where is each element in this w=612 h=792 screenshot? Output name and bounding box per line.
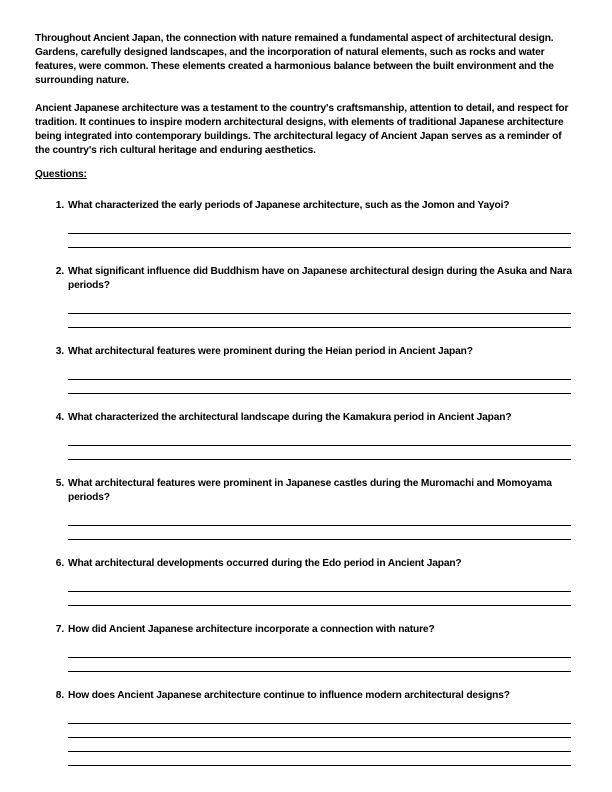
question-spacer bbox=[35, 672, 575, 689]
answer-line[interactable] bbox=[68, 446, 571, 460]
question-spacer bbox=[35, 606, 575, 623]
answer-lines bbox=[35, 512, 575, 540]
answer-lines-spacer bbox=[35, 703, 575, 710]
answer-lines bbox=[35, 710, 575, 766]
answer-line[interactable] bbox=[68, 578, 571, 592]
question-number: 8. bbox=[55, 690, 64, 701]
question-item bbox=[35, 182, 575, 248]
answer-lines bbox=[35, 220, 575, 248]
answer-lines-spacer bbox=[35, 359, 575, 366]
answer-line[interactable] bbox=[68, 658, 571, 672]
answer-lines-spacer bbox=[35, 213, 575, 220]
document-content bbox=[35, 32, 575, 766]
answer-lines bbox=[35, 644, 575, 672]
question-spacer bbox=[35, 182, 575, 199]
question-row bbox=[35, 199, 575, 213]
question-spacer bbox=[35, 394, 575, 411]
answer-lines-spacer bbox=[35, 505, 575, 512]
answer-line[interactable] bbox=[68, 526, 571, 540]
question-text: What characterized the architectural landscape during the Kamakura period in Ancient Japan? bbox=[68, 412, 512, 423]
question-number: 1. bbox=[55, 200, 64, 211]
question-number: 5. bbox=[55, 478, 64, 489]
question-row bbox=[35, 557, 575, 571]
answer-line[interactable] bbox=[68, 710, 571, 724]
question-row bbox=[35, 345, 575, 359]
question-text: What architectural developments occurred during the Edo period in Ancient Japan? bbox=[68, 558, 462, 569]
answer-lines bbox=[35, 366, 575, 394]
questions-list bbox=[35, 182, 575, 766]
question-text: What architectural features were prominent during the Heian period in Ancient Japan? bbox=[68, 346, 473, 357]
questions-heading: Questions: bbox=[35, 169, 87, 180]
question-row bbox=[35, 689, 575, 703]
answer-lines-spacer bbox=[35, 571, 575, 578]
question-item bbox=[35, 394, 575, 460]
answer-line[interactable] bbox=[68, 724, 571, 738]
question-spacer bbox=[35, 460, 575, 477]
question-text: What significant influence did Buddhism have on Japanese architectural design during the Asuka and Nara periods? bbox=[68, 266, 572, 291]
question-number: 7. bbox=[55, 624, 64, 635]
question-number: 2. bbox=[55, 266, 64, 277]
answer-line[interactable] bbox=[68, 738, 571, 752]
answer-lines-spacer bbox=[35, 293, 575, 300]
answer-line[interactable] bbox=[68, 380, 571, 394]
answer-lines-spacer bbox=[35, 425, 575, 432]
question-item bbox=[35, 460, 575, 540]
question-item bbox=[35, 328, 575, 394]
question-text: What characterized the early periods of Japanese architecture, such as the Jomon and Yayoi? bbox=[68, 200, 510, 211]
answer-line[interactable] bbox=[68, 432, 571, 446]
question-number: 6. bbox=[55, 558, 64, 569]
question-item bbox=[35, 248, 575, 328]
answer-line[interactable] bbox=[68, 300, 571, 314]
question-text: How does Ancient Japanese architecture continue to influence modern architectural designs? bbox=[68, 690, 510, 701]
question-row bbox=[35, 265, 575, 293]
question-item bbox=[35, 540, 575, 606]
question-text: What architectural features were prominent in Japanese castles during the Muromachi and Momoyama periods? bbox=[68, 478, 552, 503]
question-spacer bbox=[35, 248, 575, 265]
question-row bbox=[35, 411, 575, 425]
answer-line[interactable] bbox=[68, 644, 571, 658]
question-row bbox=[35, 477, 575, 505]
questions-heading-wrap bbox=[35, 158, 575, 182]
question-spacer bbox=[35, 328, 575, 345]
answer-lines-spacer bbox=[35, 637, 575, 644]
answer-line[interactable] bbox=[68, 592, 571, 606]
question-text: How did Ancient Japanese architecture incorporate a connection with nature? bbox=[68, 624, 435, 635]
question-number: 4. bbox=[55, 412, 64, 423]
question-item bbox=[35, 606, 575, 672]
answer-line[interactable] bbox=[68, 366, 571, 380]
answer-lines bbox=[35, 432, 575, 460]
answer-line[interactable] bbox=[68, 752, 571, 766]
answer-lines bbox=[35, 300, 575, 328]
question-row bbox=[35, 623, 575, 637]
question-spacer bbox=[35, 540, 575, 557]
answer-line[interactable] bbox=[68, 234, 571, 248]
question-item bbox=[35, 672, 575, 766]
answer-line[interactable] bbox=[68, 512, 571, 526]
answer-lines bbox=[35, 578, 575, 606]
answer-line[interactable] bbox=[68, 314, 571, 328]
body-paragraph-2: Ancient Japanese architecture was a testament to the country's craftsmanship, attention to detail, and respect for tradition. It continues to inspire modern architectural designs, with elements of traditional Japanese architecture being integrated into contemporary buildings. The architectural legacy of Ancient Japan serves as a reminder of the country's rich cultural heritage and enduring aesthetics. bbox=[35, 103, 569, 156]
question-number: 3. bbox=[55, 346, 64, 357]
body-paragraph-1: Throughout Ancient Japan, the connection with nature remained a fundamental aspect of architectural design. Gardens, carefully designed landscapes, and the incorporation of natural elements, such as rocks and water features, were common. These elements created a harmonious balance between the built environment and the surrounding nature. bbox=[35, 33, 554, 86]
answer-line[interactable] bbox=[68, 220, 571, 234]
